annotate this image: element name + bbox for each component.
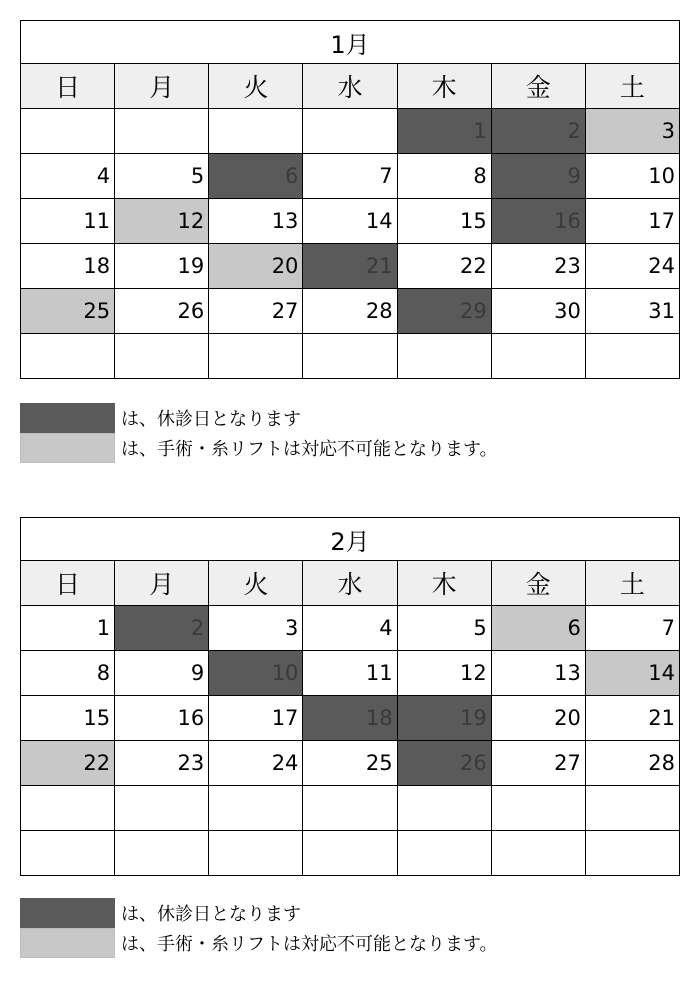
empty-day-cell (585, 786, 679, 831)
week-row (21, 154, 680, 199)
day-cell: 6 (491, 606, 585, 651)
day-cell: 29 (397, 289, 491, 334)
closed-swatch (20, 403, 115, 433)
week-row (21, 741, 680, 786)
day-cell: 21 (585, 696, 679, 741)
legend-limited-text: は、手術・糸リフトは対応不可能となります。 (121, 439, 498, 460)
day-cell: 27 (491, 741, 585, 786)
day-cell: 23 (115, 741, 209, 786)
day-cell: 13 (491, 651, 585, 696)
day-cell: 28 (585, 741, 679, 786)
day-cell: 10 (585, 154, 679, 199)
empty-day-cell (397, 831, 491, 876)
day-cell: 8 (21, 651, 115, 696)
empty-day-cell (585, 831, 679, 876)
legend-closed (20, 898, 620, 928)
legend-limited (20, 433, 620, 463)
day-cell: 7 (303, 154, 397, 199)
weekday-header: 火 (209, 64, 303, 109)
empty-day-cell (303, 786, 397, 831)
day-cell: 16 (491, 199, 585, 244)
weekday-header: 日 (21, 561, 115, 606)
day-cell: 5 (115, 154, 209, 199)
day-cell: 28 (303, 289, 397, 334)
empty-day-cell (303, 831, 397, 876)
day-cell: 2 (115, 606, 209, 651)
day-cell: 19 (397, 696, 491, 741)
day-cell: 15 (397, 199, 491, 244)
empty-day-cell (209, 109, 303, 154)
legend-closed (20, 403, 620, 433)
closed-swatch (20, 898, 115, 928)
day-cell: 25 (303, 741, 397, 786)
day-cell: 22 (397, 244, 491, 289)
day-cell: 17 (209, 696, 303, 741)
day-cell: 6 (209, 154, 303, 199)
empty-day-cell (115, 334, 209, 379)
week-row (21, 606, 680, 651)
empty-day-cell (21, 831, 115, 876)
day-cell: 19 (115, 244, 209, 289)
day-cell: 23 (491, 244, 585, 289)
day-cell: 21 (303, 244, 397, 289)
weekday-header: 水 (303, 64, 397, 109)
day-cell: 31 (585, 289, 679, 334)
empty-day-cell (21, 109, 115, 154)
day-cell: 13 (209, 199, 303, 244)
day-cell: 15 (21, 696, 115, 741)
day-cell: 14 (303, 199, 397, 244)
week-row (21, 109, 680, 154)
empty-day-cell (303, 334, 397, 379)
week-row (21, 289, 680, 334)
day-cell: 12 (115, 199, 209, 244)
day-cell: 18 (21, 244, 115, 289)
weekday-header: 土 (585, 64, 679, 109)
empty-day-cell (209, 786, 303, 831)
empty-day-cell (209, 334, 303, 379)
empty-day-cell (209, 831, 303, 876)
empty-day-cell (115, 831, 209, 876)
month-title: 1月 (21, 21, 680, 64)
limited-swatch (20, 433, 115, 463)
calendar-january (20, 20, 680, 379)
day-cell: 20 (491, 696, 585, 741)
day-cell: 9 (491, 154, 585, 199)
limited-swatch (20, 928, 115, 958)
week-row (21, 786, 680, 831)
day-cell: 7 (585, 606, 679, 651)
day-cell: 12 (397, 651, 491, 696)
week-row (21, 244, 680, 289)
day-cell: 24 (209, 741, 303, 786)
legend-january (20, 403, 620, 463)
empty-day-cell (303, 109, 397, 154)
legend-february (20, 898, 620, 958)
weekday-header: 木 (397, 561, 491, 606)
day-cell: 27 (209, 289, 303, 334)
legend-limited-text: は、手術・糸リフトは対応不可能となります。 (121, 934, 498, 955)
day-cell: 20 (209, 244, 303, 289)
empty-day-cell (585, 334, 679, 379)
month-title: 2月 (21, 518, 680, 561)
empty-day-cell (115, 109, 209, 154)
legend-closed-text: は、休診日となります (121, 409, 301, 430)
day-cell: 8 (397, 154, 491, 199)
week-row (21, 334, 680, 379)
day-cell: 26 (115, 289, 209, 334)
day-cell: 26 (397, 741, 491, 786)
week-row (21, 831, 680, 876)
day-cell: 1 (21, 606, 115, 651)
day-cell: 1 (397, 109, 491, 154)
empty-day-cell (21, 334, 115, 379)
day-cell: 10 (209, 651, 303, 696)
empty-day-cell (397, 786, 491, 831)
day-cell: 11 (21, 199, 115, 244)
week-row (21, 696, 680, 741)
weekday-header: 水 (303, 561, 397, 606)
weekday-header: 土 (585, 561, 679, 606)
day-cell: 3 (585, 109, 679, 154)
week-row (21, 651, 680, 696)
weekday-header: 月 (115, 64, 209, 109)
empty-day-cell (21, 786, 115, 831)
day-cell: 2 (491, 109, 585, 154)
weekday-header: 木 (397, 64, 491, 109)
weekday-header: 火 (209, 561, 303, 606)
day-cell: 18 (303, 696, 397, 741)
empty-day-cell (491, 334, 585, 379)
day-cell: 4 (21, 154, 115, 199)
day-cell: 16 (115, 696, 209, 741)
day-cell: 5 (397, 606, 491, 651)
empty-day-cell (115, 786, 209, 831)
legend-limited (20, 928, 620, 958)
day-cell: 14 (585, 651, 679, 696)
weekday-header: 金 (491, 64, 585, 109)
day-cell: 17 (585, 199, 679, 244)
day-cell: 25 (21, 289, 115, 334)
day-cell: 3 (209, 606, 303, 651)
day-cell: 4 (303, 606, 397, 651)
empty-day-cell (491, 831, 585, 876)
empty-day-cell (397, 334, 491, 379)
week-row (21, 199, 680, 244)
day-cell: 22 (21, 741, 115, 786)
calendar-february (20, 517, 680, 876)
day-cell: 30 (491, 289, 585, 334)
weekday-header: 日 (21, 64, 115, 109)
day-cell: 9 (115, 651, 209, 696)
weekday-header: 金 (491, 561, 585, 606)
legend-closed-text: は、休診日となります (121, 904, 301, 925)
day-cell: 11 (303, 651, 397, 696)
weekday-header: 月 (115, 561, 209, 606)
empty-day-cell (491, 786, 585, 831)
day-cell: 24 (585, 244, 679, 289)
